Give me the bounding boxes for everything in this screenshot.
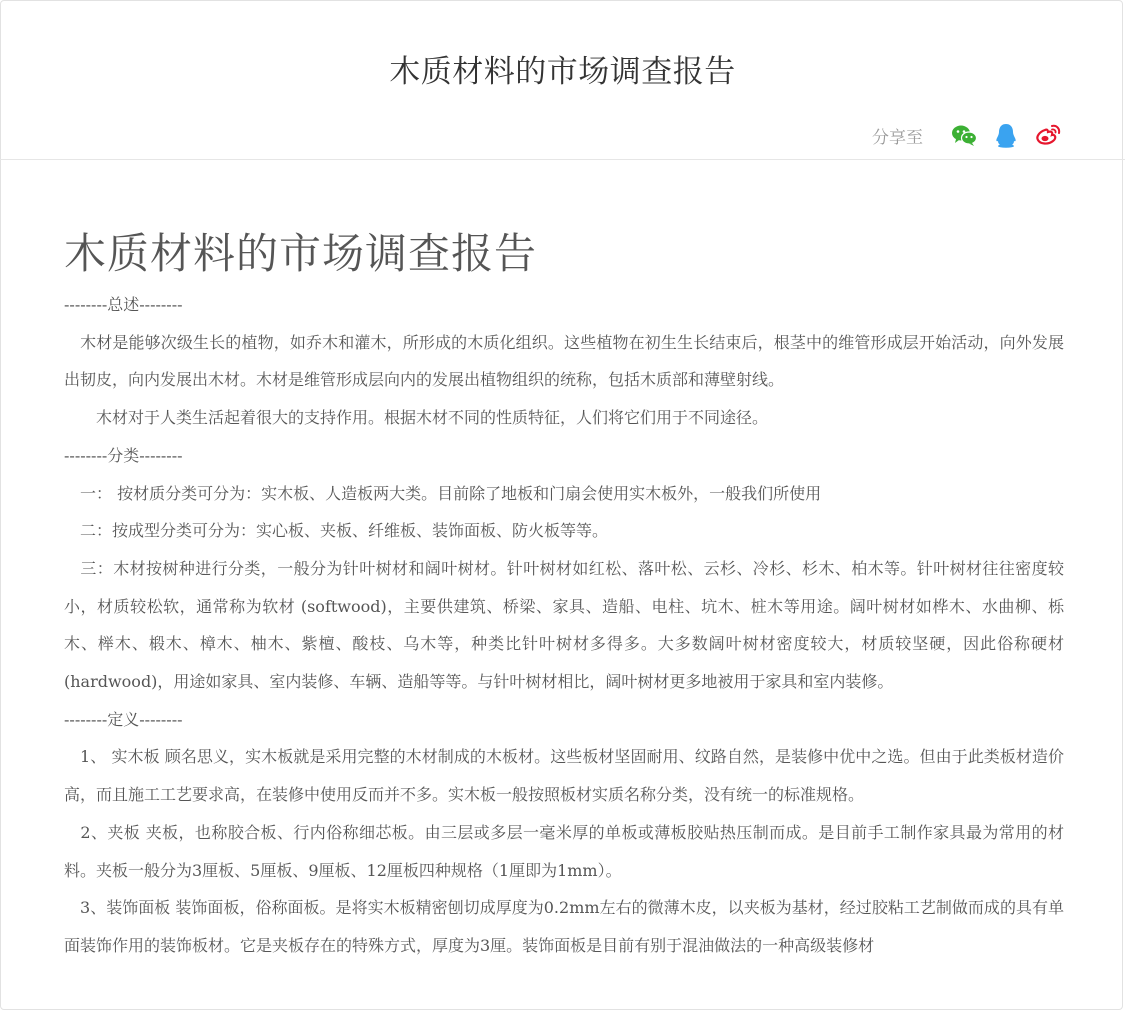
- paragraph: 二：按成型分类可分为：实心板、夹板、纤维板、装饰面板、防火板等等。: [64, 521, 609, 541]
- article-title: 木质材料的市场调查报告: [64, 229, 538, 278]
- share-bar: [872, 120, 1063, 150]
- share-label: 分享至: [872, 127, 923, 148]
- paragraph: 1、 实木板 顾名思义，实木板就是采用完整的木材制成的木板材。这些板材坚固耐用、纹路自然，是装修中优中之选。但由于此类板材造价高，而且施工工艺要求高，在装修中使用反而并不多。实木板一般按照板材实质名称分类，没有统一的标准规格。: [64, 747, 1064, 805]
- paragraph: 木材是能够次级生长的植物，如乔木和灌木，所形成的木质化组织。这些植物在初生生长结束后，根茎中的维管形成层开始活动，向外发展出韧皮，向内发展出木材。木材是维管形成层向内的发展出植物组织的统称，包括木质部和薄壁射线。: [64, 332, 1064, 390]
- paragraph: 木材对于人类生活起着很大的支持作用。根据木材不同的性质特征，人们将它们用于不同途径。: [64, 408, 769, 428]
- qq-icon[interactable]: [991, 120, 1021, 150]
- section-heading-definition: --------定义--------: [64, 709, 183, 729]
- article-content: [64, 286, 1064, 965]
- paragraph: 三：木材按树种进行分类，一般分为针叶树材和阔叶树材。针叶树材如红松、落叶松、云杉、冷杉、杉木、柏木等。针叶树材往往密度较小，材质较松软，通常称为软材 (softwood)，主要供建筑、桥梁、家具、造船、电柱、坑木、桩木等用途。阔叶树材如桦木、水曲柳、栎木、榉木、椴木、樟木、柚木、紫檀、酸枝、乌木等，种类比针叶树材多得多。大多数阔叶树材密度较大，材质较坚硬，因此俗称硬材(hardwood)，用途如家具、室内装修、车辆、造船等等。与针叶树材相比，阔叶树材更多地被用于家具和室内装修。: [64, 558, 1064, 692]
- section-heading-classification: --------分类--------: [64, 445, 183, 465]
- wechat-icon[interactable]: [949, 120, 979, 150]
- page-header: [0, 0, 1125, 160]
- weibo-icon[interactable]: [1033, 120, 1063, 150]
- header-title: 木质材料的市场调查报告: [389, 54, 736, 90]
- paragraph: 3、装饰面板 装饰面板，俗称面板。是将实木板精密刨切成厚度为0.2mm左右的微薄木皮，以夹板为基材，经过胶粘工艺制做而成的具有单面装饰作用的装饰板材。它是夹板存在的特殊方式，厚度为3厘。装饰面板是目前有别于混油做法的一种高级装修材: [64, 898, 1064, 955]
- section-heading-overview: --------总述--------: [64, 295, 183, 314]
- paragraph: 2、夹板 夹板，也称胶合板、行内俗称细芯板。由三层或多层一毫米厚的单板或薄板胶贴热压制而成。是目前手工制作家具最为常用的材料。夹板一般分为3厘板、5厘板、9厘板、12厘板四种规格（1厘即为1mm）。: [64, 822, 1064, 880]
- article: [64, 222, 1064, 965]
- paragraph: 一： 按材质分类可分为：实木板、人造板两大类。目前除了地板和门扇会使用实木板外，一般我们所使用: [64, 483, 822, 503]
